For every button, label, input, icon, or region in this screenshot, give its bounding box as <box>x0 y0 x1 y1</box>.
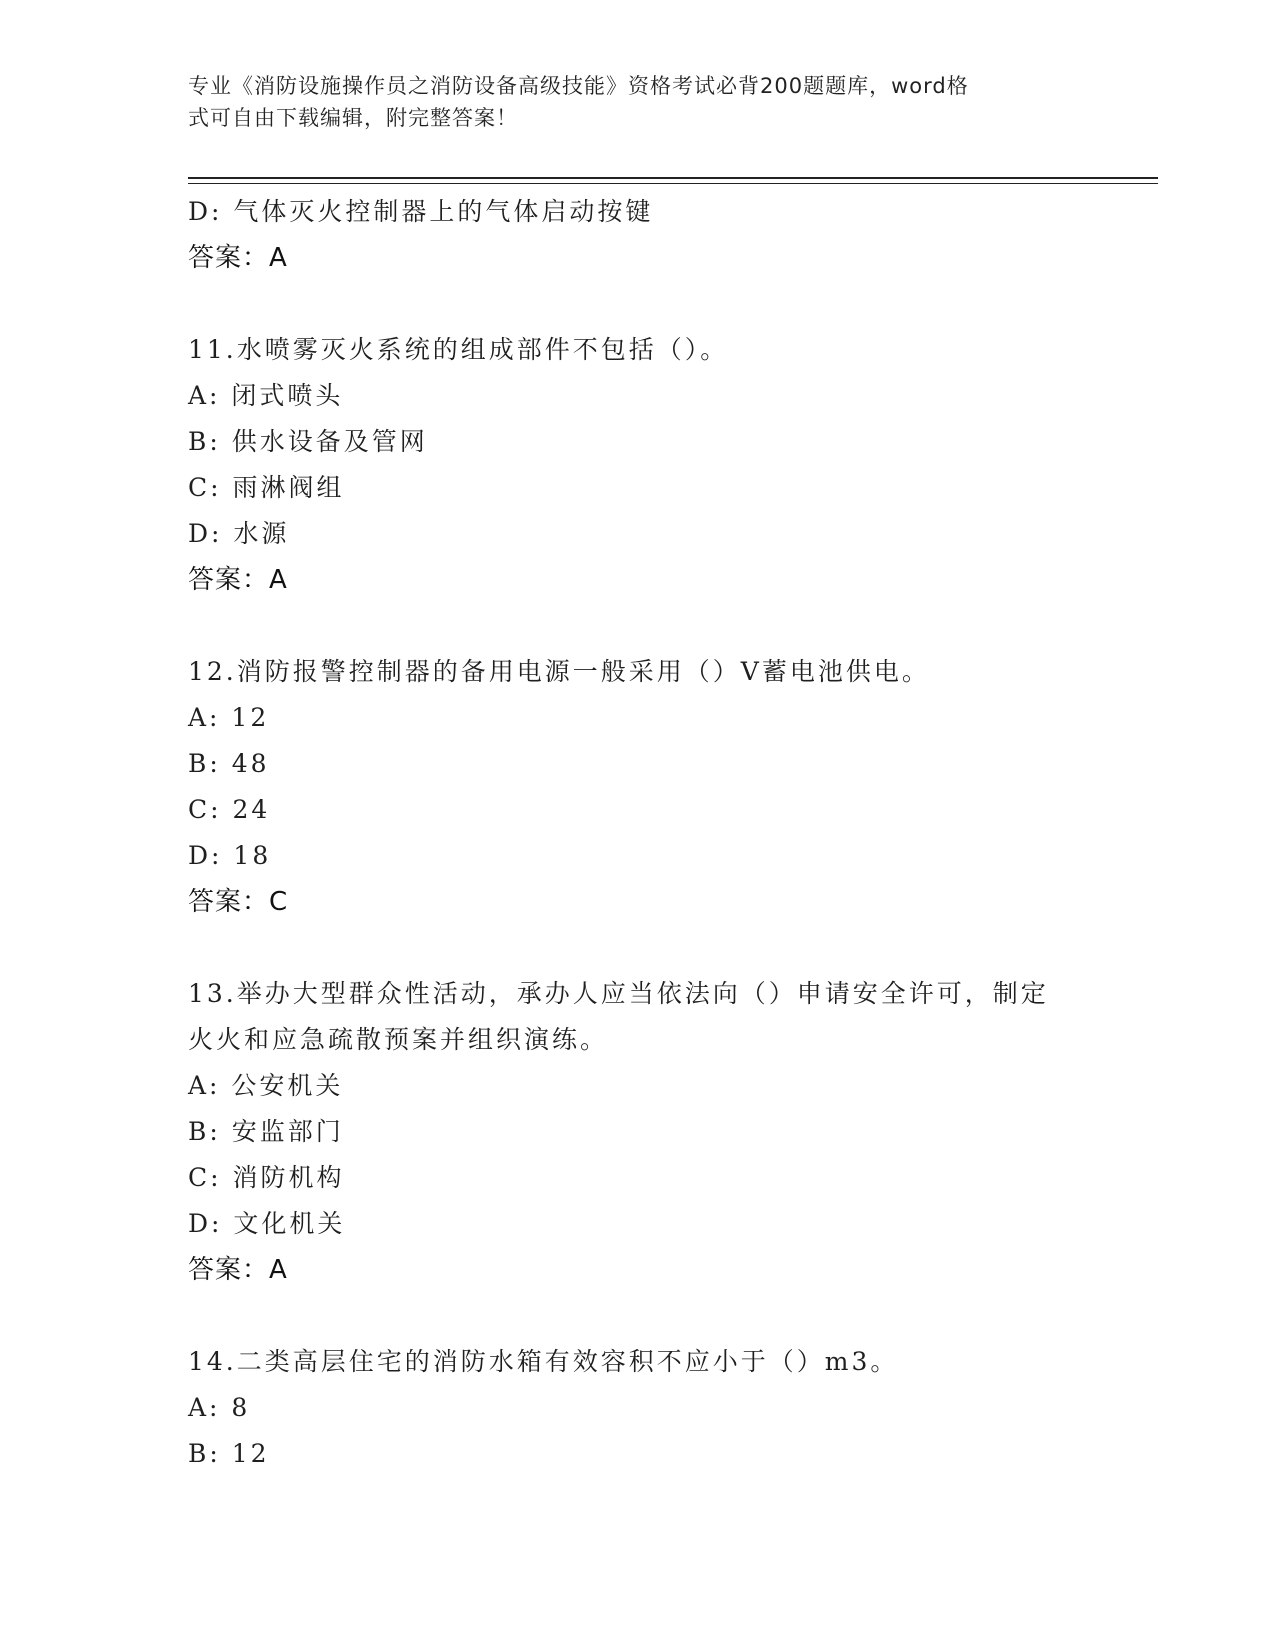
q12-option-b: B: 48 <box>188 749 270 778</box>
q10-answer: 答案：A <box>188 243 288 273</box>
header-line-1: 专业《消防设施操作员之消防设备高级技能》资格考试必背200题题库，word格 <box>188 74 969 98</box>
q13-option-a: A: 公安机关 <box>188 1071 344 1100</box>
q13-option-c: C: 消防机构 <box>188 1163 345 1192</box>
q14-option-a: A: 8 <box>188 1393 251 1422</box>
q12-answer: 答案：C <box>188 887 289 917</box>
header-line-2: 式可自由下载编辑，附完整答案！ <box>188 106 518 130</box>
q12-option-d: D: 18 <box>188 841 272 870</box>
q11-answer: 答案：A <box>188 565 288 595</box>
document-header <box>188 70 1068 134</box>
q14-option-b: B: 12 <box>188 1439 270 1468</box>
spacer <box>188 603 1148 649</box>
spacer <box>188 281 1148 327</box>
q13-title-line-2: 火火和应急疏散预案并组织演练。 <box>188 1025 609 1054</box>
spacer <box>188 1293 1148 1339</box>
q11-option-c: C: 雨淋阀组 <box>188 473 345 502</box>
q13-title-line-1: 13.举办大型群众性活动，承办人应当依法向（）申请安全许可，制定 <box>188 979 1049 1008</box>
header-rule-thin <box>188 183 1158 184</box>
q10-option-d: D: 气体灭火控制器上的气体启动按键 <box>188 197 654 226</box>
spacer <box>188 925 1148 971</box>
question-list <box>188 189 1148 1477</box>
q12-option-c: C: 24 <box>188 795 271 824</box>
q11-option-d: D: 水源 <box>188 519 290 548</box>
header-rule-thick <box>188 177 1158 179</box>
q13-answer: 答案：A <box>188 1255 288 1285</box>
q14-title: 14.二类高层住宅的消防水箱有效容积不应小于（）m3。 <box>188 1347 899 1376</box>
q12-title: 12.消防报警控制器的备用电源一般采用（）V蓄电池供电。 <box>188 657 930 686</box>
q11-option-a: A: 闭式喷头 <box>188 381 344 410</box>
q12-option-a: A: 12 <box>188 703 270 732</box>
q11-title: 11.水喷雾灭火系统的组成部件不包括（）。 <box>188 335 729 364</box>
q11-option-b: B: 供水设备及管网 <box>188 427 428 456</box>
q13-option-b: B: 安监部门 <box>188 1117 344 1146</box>
q13-option-d: D: 文化机关 <box>188 1209 346 1238</box>
